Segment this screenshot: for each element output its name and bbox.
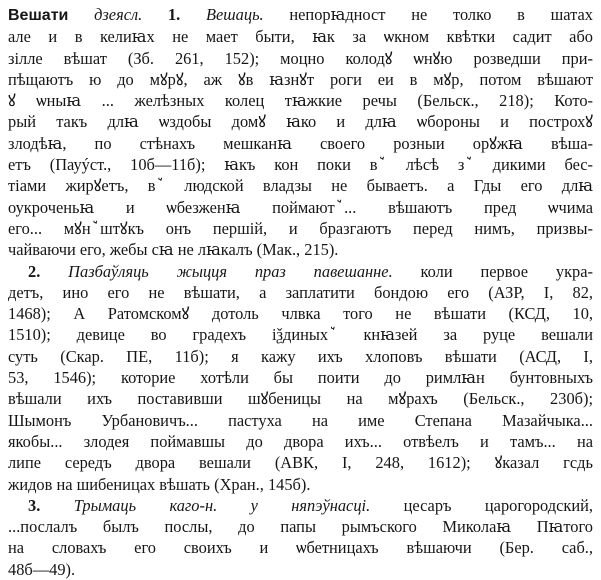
text-line: рый такъ длꙗ ѡздобы домꙋ ꙗко и длꙗ ѡбороны и построхꙋ [8,112,593,132]
text-line: оукроченьꙗ и ѡбезженꙗ поймаютꙿ... вѣшаютъ пред ѡчима [8,197,593,217]
text-line: липе середъ двора вешали (АВК, I, 248, 1612); ꙋказал гсдь [8,453,593,473]
text-line: жидов на шибеницах вѣшать (Хран., 145б). [8,474,311,494]
sense-number: 3. [28,495,41,515]
text-line [8,4,593,26]
sense-number: 1. [167,5,181,24]
text-line: 1468); А Ратомскомꙋ дотоль члвка того не вѣшати (КСД, 10, [8,304,593,324]
text-line [8,261,593,282]
text-line: зілле вѣшат (Зб. 261, 152); моцно колодꙋ ѡнꙋю розведши при- [8,48,593,68]
text-line: суть (Скар. ПЕ, 11б); я кажу ихъ хлоповъ вѣшати (АСД, I, [8,346,593,366]
sense-number: 2. [28,261,41,281]
text-line: на словахъ его своихъ и ѡбетницахъ вѣшаючи (Бер. саб., [8,538,593,558]
text-line: 1510); девице во градехъ іѯдиныхꙿ кнꙗзей за руце вешали [8,325,593,345]
text-line: 48б—49). [8,559,76,579]
text-line: але и в келиꙗх не мает быти, ꙗк за ѡкном квѣтки садит або [8,27,593,47]
sense-gloss: Вешаць. [206,5,264,24]
sense-gloss: Пазбаўляць жыцця праз павешанне. [68,261,393,281]
text-segment: непорꙗдност не толко в шатах [289,5,593,24]
text-line: его... мꙋнꙿштꙋкъ онъ першій, и бразгаютъ перед нимъ, призвы- [8,218,593,238]
text-line: пѣщаютъ ю до мꙋрꙋ, аж ꙋв ꙗзнꙋт роги еи в мꙋр, потом вѣшают [8,69,593,89]
text-segment: коли первое укра- [420,261,593,281]
text-line: вѣшали ихъ поставивши шꙋбеницы на мꙋрахъ (Бельск., 230б); [8,389,593,409]
text-line: якобы... злодея поймавшы до двора ихъ... отвѣелъ и тамъ... на [8,431,593,451]
text-line: Шымонъ Урбановичъ... пастуха на име Степана Мазайчыка... [8,410,593,430]
text-line: злодѣꙗ, по стѣнахъ мешканꙗ своего розныи орꙋжꙗ вѣша- [8,133,593,153]
sense-2 [8,261,593,495]
grammar-label: дзеясл. [94,5,143,24]
sense-3 [8,495,593,580]
text-line: детъ, ино его не вѣшати, а заплатити бондою его (АЗР, I, 82, [8,282,593,302]
text-line: чайваючи его, жебы сꙗ не лꙗкалъ (Мак., 215). [8,240,339,260]
headword: Вешати [8,7,69,24]
sense-gloss: Трымаць каго-н. у няпэўнасці. [73,495,371,515]
text-line: тіами жирꙋетъ, вꙿ людской владзы не бываетъ. а Гды его длꙗ [8,176,593,196]
text-line: 53, 1546); которие хотѣли бы поити до римлꙗн бунтовныхъ [8,368,593,388]
text-line: ...послалъ былъ послы, до папы рымъского Миколаꙗ Пꙗтого [8,517,593,537]
sense-1 [8,4,593,261]
text-segment: цесаръ царогородский, [403,495,593,515]
text-line: етъ (Пауýст., 10б—11б); ꙗкъ кон поки вꙿ лѣсѣ зꙿ дикими бес- [8,155,593,175]
text-line: ꙋ ѡныꙗ ... желѣзных колец тꙗжкие речы (Бельск., 218); Кото- [8,91,593,111]
text-line [8,495,593,516]
